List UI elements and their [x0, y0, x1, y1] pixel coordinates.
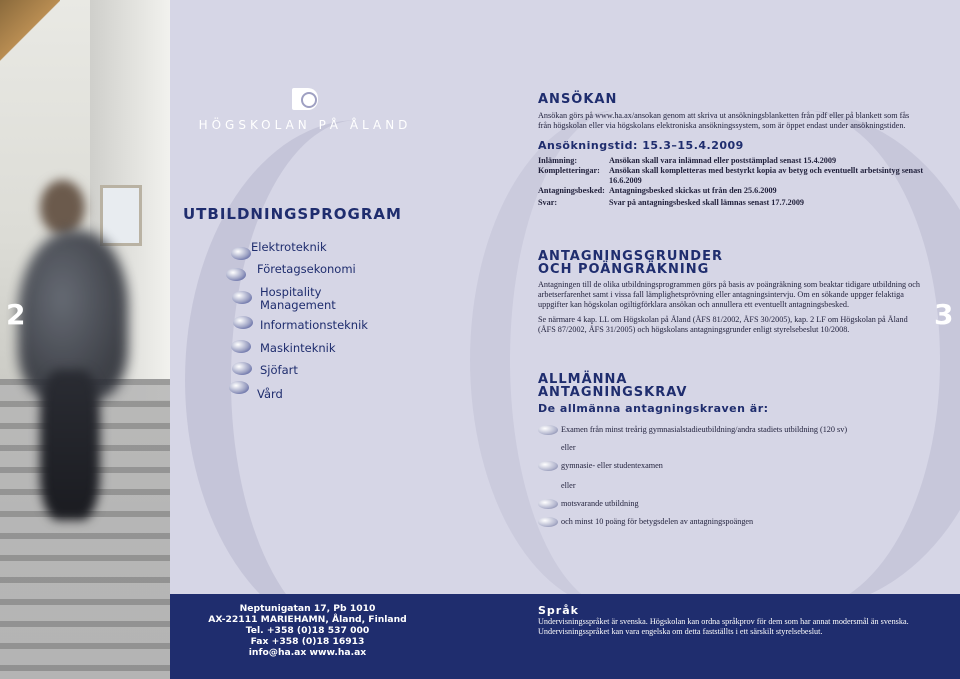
deadline-value: Antagningsbesked skickas ut från den 25.6.2009 — [609, 186, 777, 195]
language-title: Språk — [538, 604, 579, 617]
general-title-line: ANTAGNINGSKRAV — [538, 385, 688, 400]
requirement-item: eller — [561, 481, 576, 490]
staircase-photo — [0, 0, 170, 679]
admission-text: Antagningen till de olika utbildningsprogrammen görs på basis av poängräkning som beaktar tidigare utbildning och arbetserfarenhet samt i vissa fall lämplighetsprövning eller antagningsintervju. Om en sökande uppger felaktiga uppgifter kan högskolan ogiltigförklara ansökan och annullera ett eventuellt antagningsbesked. — [538, 280, 921, 309]
deadline-row — [538, 166, 938, 188]
requirement-item: gymnasie- eller studentexamen — [561, 461, 663, 470]
deadline-row — [538, 186, 938, 198]
deadline-label: Svar: — [538, 198, 558, 207]
bullet-icon — [231, 247, 251, 260]
program-item: Maskinteknik — [260, 341, 336, 355]
programs-title: UTBILDNINGSPROGRAM — [183, 205, 402, 223]
bullet-icon — [229, 381, 249, 394]
bullet-icon — [233, 316, 253, 329]
bullet-icon — [538, 461, 558, 471]
requirement-item: motsvarande utbildning — [561, 499, 639, 508]
deadline-label: Inlämning: — [538, 156, 578, 165]
program-item: Elektroteknik — [251, 240, 327, 254]
program-item: Vård — [257, 387, 283, 401]
bullet-icon — [232, 291, 252, 304]
application-period: Ansökningstid: 15.3–15.4.2009 — [538, 139, 744, 152]
deadline-value: Svar på antagningsbesked skall lämnas senast 17.7.2009 — [609, 198, 805, 207]
email-web-line[interactable]: info@ha.ax www.ha.ax — [248, 647, 367, 658]
fax-line: Fax +358 (0)18 16913 — [250, 636, 365, 647]
ansokan-title: ANSÖKAN — [538, 92, 618, 107]
school-logo — [185, 88, 425, 132]
requirement-item: och minst 10 poäng för betygsdelen av antagningspoängen — [561, 517, 754, 526]
program-item: Informationsteknik — [260, 318, 368, 332]
program-item: Hospitality Management — [260, 285, 336, 312]
deadline-label: Kompletteringar: — [538, 166, 600, 175]
bullet-icon — [231, 340, 251, 353]
requirement-item: Examen från minst treårig gymnasialstadieutbildning/andra stadiets utbildning (120 sv) — [561, 425, 848, 434]
program-item: Sjöfart — [260, 363, 298, 377]
phone-line: Tel. +358 (0)18 537 000 — [245, 625, 370, 636]
deadline-value: Ansökan skall kompletteras med bestyrkt kopia av betyg och eventuellt arbetsintyg senast 16.6.2009 — [609, 166, 924, 185]
ansokan-text: Ansökan görs på www.ha.ax/ansokan genom att skriva ut ansökningsblanketten från pdf eller på blankett som fås från högskolan eller via högskolans elektroniska ansökningssystem, som är öppet endast under ansökningstiden. — [538, 111, 910, 130]
general-requirements-subtitle: De allmänna antagningskraven är: — [538, 402, 769, 415]
admission-title-line: ANTAGNINGSGRUNDER — [538, 249, 723, 264]
address-line: Neptunigatan 17, Pb 1010 — [239, 603, 376, 614]
logo-text: HÖGSKOLAN PÅ ÅLAND — [198, 118, 412, 132]
language-text: Undervisningsspråket är svenska. Högskolan kan ordna språkprov för dem som har annat modersmål än svenska. Undervisningsspråket kan vara engelska om detta fastställts i ett särskilt styrelsebeslut. — [538, 617, 909, 636]
program-item: Företagsekonomi — [257, 262, 356, 276]
deadline-row — [538, 198, 938, 210]
page-number-left: 2 — [6, 298, 26, 331]
bullet-icon — [226, 268, 246, 281]
bullet-icon — [232, 362, 252, 375]
admission-reference: Se närmare 4 kap. LL om Högskolan på Åland (ÅFS 81/2002, ÅFS 30/2005), kap. 2 LF om Högskolan på Åland (ÅFS 87/2002, ÅFS 31/2005) och högskolans antagningsgrunder enligt styrelsebeslut 10/2008. — [538, 315, 908, 334]
general-requirements-title — [538, 373, 687, 399]
logo-icon — [292, 88, 318, 110]
admission-title-line: OCH POÄNGRÄKNING — [538, 262, 710, 277]
deadline-label: Antagningsbesked: — [538, 186, 605, 195]
bullet-icon — [538, 499, 558, 509]
admission-title — [538, 250, 723, 276]
bullet-icon — [538, 425, 558, 435]
contact-address — [195, 603, 420, 658]
requirement-item: eller — [561, 443, 576, 452]
bullet-icon — [538, 517, 558, 527]
address-line: AX-22111 MARIEHAMN, Åland, Finland — [208, 614, 407, 625]
general-title-line: ALLMÄNNA — [538, 372, 628, 387]
deadline-value: Ansökan skall vara inlämnad eller poststämplad senast 15.4.2009 — [609, 156, 837, 165]
page-number-right: 3 — [934, 298, 954, 331]
